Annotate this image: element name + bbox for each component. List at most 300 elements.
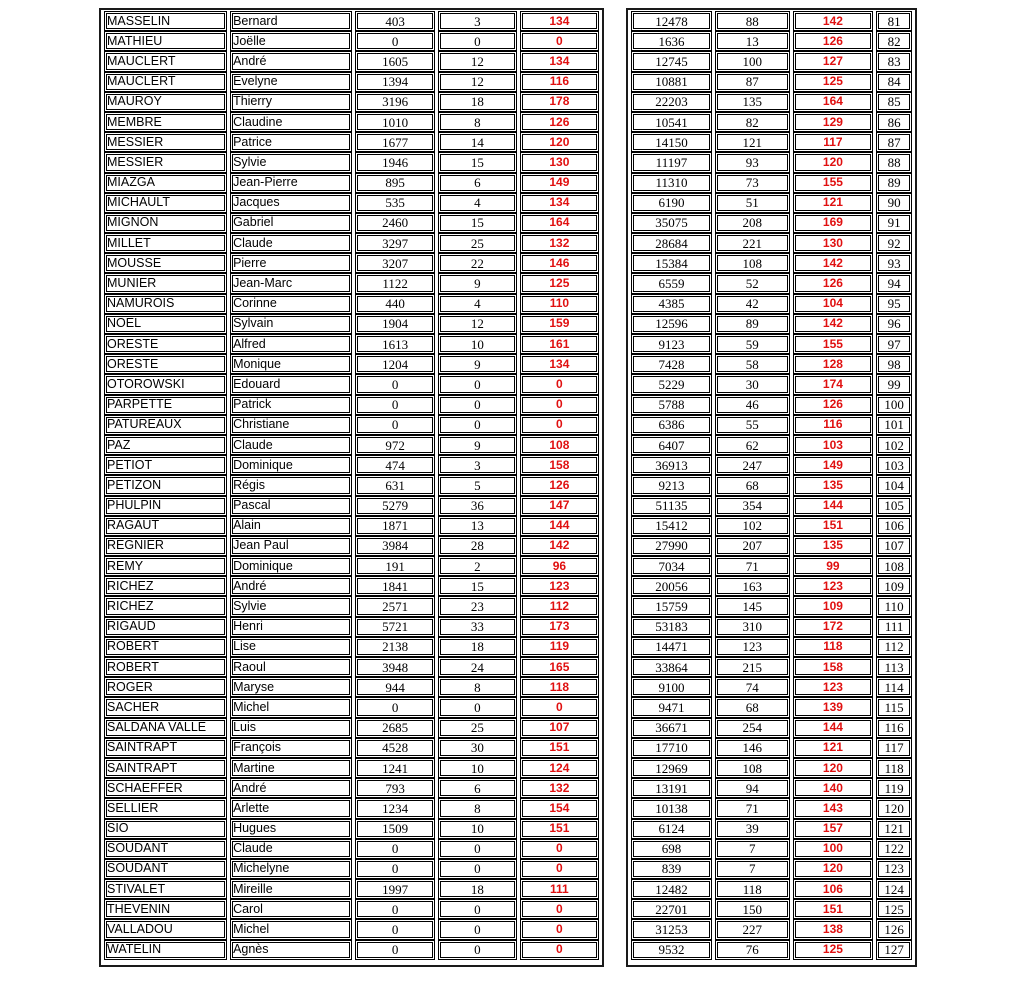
value-a-cell: 0 [355,374,435,394]
value-e-cell: 42 [715,294,790,314]
value-b-cell: 12 [438,51,517,71]
value-c-cell: 119 [520,637,599,657]
first-name-cell: Gabriel [230,213,352,233]
value-f-cell: 143 [793,798,874,818]
last-name-cell: RAGAUT [104,516,227,536]
value-a-cell: 631 [355,475,435,495]
value-d-cell: 14150 [631,132,712,152]
table-row [631,839,912,859]
value-e-cell: 227 [715,919,790,939]
table-row [104,677,599,697]
rank-cell: 123 [876,859,912,879]
rank-cell: 86 [876,112,912,132]
value-d-cell: 33864 [631,657,712,677]
value-d-cell: 7428 [631,354,712,374]
last-name-cell: MASSELIN [104,11,227,31]
table-row [104,395,599,415]
rank-cell: 91 [876,213,912,233]
last-name-cell: PATUREAUX [104,415,227,435]
value-d-cell: 5788 [631,395,712,415]
value-a-cell: 191 [355,556,435,576]
value-c-cell: 146 [520,253,599,273]
last-name-cell: REGNIER [104,536,227,556]
value-e-cell: 82 [715,112,790,132]
table-row [631,819,912,839]
value-c-cell: 96 [520,556,599,576]
value-b-cell: 2 [438,556,517,576]
value-a-cell: 1946 [355,152,435,172]
value-b-cell: 12 [438,72,517,92]
value-b-cell: 0 [438,31,517,51]
value-f-cell: 157 [793,819,874,839]
value-f-cell: 144 [793,496,874,516]
value-f-cell: 151 [793,899,874,919]
rank-cell: 85 [876,92,912,112]
value-d-cell: 15384 [631,253,712,273]
first-name-cell: Sylvie [230,152,352,172]
value-d-cell: 10541 [631,112,712,132]
value-d-cell: 5229 [631,374,712,394]
first-name-cell: Thierry [230,92,352,112]
value-d-cell: 36671 [631,718,712,738]
value-e-cell: 123 [715,637,790,657]
value-c-cell: 134 [520,354,599,374]
value-d-cell: 15759 [631,596,712,616]
last-name-cell: ROBERT [104,657,227,677]
table-row [104,596,599,616]
value-e-cell: 207 [715,536,790,556]
value-d-cell: 12478 [631,11,712,31]
value-d-cell: 31253 [631,919,712,939]
table-row [631,576,912,596]
value-f-cell: 123 [793,576,874,596]
table-row [631,193,912,213]
last-name-cell: MILLET [104,233,227,253]
first-name-cell: André [230,576,352,596]
value-e-cell: 221 [715,233,790,253]
table-row [631,455,912,475]
table-row [631,51,912,71]
value-e-cell: 118 [715,879,790,899]
table-row [104,657,599,677]
last-name-cell: PAZ [104,435,227,455]
value-a-cell: 0 [355,395,435,415]
value-c-cell: 0 [520,374,599,394]
last-name-cell: MESSIER [104,132,227,152]
value-a-cell: 2138 [355,637,435,657]
value-b-cell: 23 [438,596,517,616]
rank-cell: 112 [876,637,912,657]
value-e-cell: 76 [715,940,790,960]
rank-cell: 95 [876,294,912,314]
value-f-cell: 126 [793,273,874,293]
rank-cell: 102 [876,435,912,455]
value-b-cell: 9 [438,273,517,293]
value-f-cell: 169 [793,213,874,233]
rank-cell: 90 [876,193,912,213]
value-f-cell: 120 [793,152,874,172]
value-c-cell: 161 [520,334,599,354]
table-row [631,112,912,132]
table-row [631,475,912,495]
value-e-cell: 208 [715,213,790,233]
first-name-cell: Michel [230,919,352,939]
last-name-cell: RICHEZ [104,596,227,616]
first-name-cell: Joëlle [230,31,352,51]
rank-cell: 106 [876,516,912,536]
value-b-cell: 9 [438,354,517,374]
last-name-cell: MESSIER [104,152,227,172]
rank-cell: 121 [876,819,912,839]
first-name-cell: Jacques [230,193,352,213]
value-e-cell: 87 [715,72,790,92]
rank-cell: 116 [876,718,912,738]
value-f-cell: 158 [793,657,874,677]
value-f-cell: 121 [793,193,874,213]
value-e-cell: 135 [715,92,790,112]
table-row [104,233,599,253]
rank-cell: 124 [876,879,912,899]
value-d-cell: 12745 [631,51,712,71]
last-name-cell: ORESTE [104,334,227,354]
last-name-cell: ROGER [104,677,227,697]
first-name-cell: Régis [230,475,352,495]
value-b-cell: 36 [438,496,517,516]
table-row [104,435,599,455]
value-c-cell: 126 [520,112,599,132]
first-name-cell: Henri [230,617,352,637]
value-a-cell: 1234 [355,798,435,818]
value-d-cell: 11310 [631,173,712,193]
value-f-cell: 174 [793,374,874,394]
table-row [104,112,599,132]
value-b-cell: 24 [438,657,517,677]
value-e-cell: 52 [715,273,790,293]
table-row [631,334,912,354]
last-name-cell: ORESTE [104,354,227,374]
table-row [104,879,599,899]
value-e-cell: 62 [715,435,790,455]
value-e-cell: 108 [715,253,790,273]
value-e-cell: 7 [715,859,790,879]
last-name-cell: STIVALET [104,879,227,899]
value-d-cell: 51135 [631,496,712,516]
rank-cell: 89 [876,173,912,193]
rank-cell: 99 [876,374,912,394]
table-row [631,879,912,899]
table-row [631,536,912,556]
table-row [104,778,599,798]
value-d-cell: 22203 [631,92,712,112]
value-b-cell: 18 [438,637,517,657]
value-c-cell: 110 [520,294,599,314]
value-f-cell: 103 [793,435,874,455]
value-f-cell: 123 [793,677,874,697]
value-e-cell: 102 [715,516,790,536]
last-name-cell: PHULPIN [104,496,227,516]
first-name-cell: Mireille [230,879,352,899]
value-d-cell: 12969 [631,758,712,778]
rank-cell: 100 [876,395,912,415]
value-f-cell: 142 [793,314,874,334]
value-b-cell: 15 [438,576,517,596]
value-f-cell: 118 [793,637,874,657]
table-row [104,334,599,354]
table-row [104,819,599,839]
last-name-cell: SACHER [104,697,227,717]
value-f-cell: 106 [793,879,874,899]
rank-cell: 92 [876,233,912,253]
table-row [631,778,912,798]
value-b-cell: 8 [438,677,517,697]
value-b-cell: 13 [438,516,517,536]
value-c-cell: 134 [520,11,599,31]
value-f-cell: 100 [793,839,874,859]
last-name-cell: MIAZGA [104,173,227,193]
value-c-cell: 108 [520,435,599,455]
value-b-cell: 0 [438,395,517,415]
value-d-cell: 20056 [631,576,712,596]
rank-cell: 88 [876,152,912,172]
value-b-cell: 12 [438,314,517,334]
value-c-cell: 112 [520,596,599,616]
last-name-cell: SIO [104,819,227,839]
value-d-cell: 35075 [631,213,712,233]
value-e-cell: 354 [715,496,790,516]
table-row [104,899,599,919]
value-b-cell: 0 [438,919,517,939]
table-row [631,657,912,677]
value-c-cell: 151 [520,738,599,758]
value-f-cell: 135 [793,475,874,495]
value-c-cell: 134 [520,193,599,213]
table-row [104,11,599,31]
rank-cell: 110 [876,596,912,616]
table-row [104,294,599,314]
value-a-cell: 1997 [355,879,435,899]
rank-cell: 120 [876,798,912,818]
value-c-cell: 132 [520,778,599,798]
rank-cell: 84 [876,72,912,92]
table-row [104,31,599,51]
value-e-cell: 58 [715,354,790,374]
value-d-cell: 9532 [631,940,712,960]
value-c-cell: 132 [520,233,599,253]
first-name-cell: Claude [230,435,352,455]
first-name-cell: Arlette [230,798,352,818]
value-f-cell: 151 [793,516,874,536]
last-name-cell: MAUCLERT [104,51,227,71]
rank-cell: 98 [876,354,912,374]
value-b-cell: 30 [438,738,517,758]
table-row [104,839,599,859]
value-a-cell: 1241 [355,758,435,778]
first-name-cell: Patrick [230,395,352,415]
value-a-cell: 0 [355,940,435,960]
value-a-cell: 0 [355,899,435,919]
rank-cell: 126 [876,919,912,939]
last-name-cell: MEMBRE [104,112,227,132]
value-f-cell: 135 [793,536,874,556]
value-c-cell: 118 [520,677,599,697]
value-a-cell: 3207 [355,253,435,273]
table-row [104,354,599,374]
last-name-cell: SAINTRAPT [104,758,227,778]
first-name-cell: Sylvain [230,314,352,334]
value-d-cell: 15412 [631,516,712,536]
value-a-cell: 895 [355,173,435,193]
table-row [631,395,912,415]
first-name-cell: Michelyne [230,859,352,879]
value-d-cell: 17710 [631,738,712,758]
value-d-cell: 7034 [631,556,712,576]
table-row [104,637,599,657]
rank-cell: 108 [876,556,912,576]
table-row [631,92,912,112]
rank-cell: 118 [876,758,912,778]
first-name-cell: Alfred [230,334,352,354]
table-row [631,718,912,738]
value-a-cell: 0 [355,31,435,51]
table-row [631,758,912,778]
table-row [631,940,912,960]
value-e-cell: 13 [715,31,790,51]
value-e-cell: 73 [715,173,790,193]
value-b-cell: 10 [438,758,517,778]
value-d-cell: 28684 [631,233,712,253]
value-b-cell: 8 [438,798,517,818]
table-row [631,233,912,253]
rank-cell: 115 [876,697,912,717]
table-row [631,31,912,51]
first-name-cell: Carol [230,899,352,919]
value-b-cell: 3 [438,11,517,31]
value-b-cell: 8 [438,112,517,132]
first-name-cell: Pascal [230,496,352,516]
value-e-cell: 74 [715,677,790,697]
first-name-cell: Dominique [230,556,352,576]
value-d-cell: 9471 [631,697,712,717]
value-a-cell: 1871 [355,516,435,536]
value-b-cell: 9 [438,435,517,455]
value-b-cell: 25 [438,718,517,738]
rank-cell: 111 [876,617,912,637]
last-name-cell: PETIZON [104,475,227,495]
table-row [104,273,599,293]
value-f-cell: 138 [793,919,874,939]
first-name-cell: Bernard [230,11,352,31]
table-row [104,556,599,576]
value-d-cell: 13191 [631,778,712,798]
table-row [104,132,599,152]
value-a-cell: 793 [355,778,435,798]
value-c-cell: 144 [520,516,599,536]
value-a-cell: 0 [355,859,435,879]
value-c-cell: 123 [520,576,599,596]
value-c-cell: 0 [520,859,599,879]
value-a-cell: 3984 [355,536,435,556]
first-name-cell: André [230,51,352,71]
value-d-cell: 698 [631,839,712,859]
value-a-cell: 440 [355,294,435,314]
value-f-cell: 120 [793,758,874,778]
value-f-cell: 130 [793,233,874,253]
table-row [631,435,912,455]
value-d-cell: 4385 [631,294,712,314]
last-name-cell: MATHIEU [104,31,227,51]
value-e-cell: 89 [715,314,790,334]
value-e-cell: 7 [715,839,790,859]
value-e-cell: 71 [715,798,790,818]
value-a-cell: 1509 [355,819,435,839]
table-row [104,72,599,92]
value-e-cell: 68 [715,697,790,717]
last-name-cell: SCHAEFFER [104,778,227,798]
left-table-panel [99,8,604,967]
value-b-cell: 6 [438,173,517,193]
value-b-cell: 10 [438,334,517,354]
value-e-cell: 59 [715,334,790,354]
value-a-cell: 1904 [355,314,435,334]
table-row [631,294,912,314]
right-table [628,11,915,960]
value-b-cell: 22 [438,253,517,273]
value-f-cell: 117 [793,132,874,152]
value-e-cell: 71 [715,556,790,576]
value-f-cell: 142 [793,253,874,273]
last-name-cell: ROBERT [104,637,227,657]
value-a-cell: 0 [355,697,435,717]
value-d-cell: 9123 [631,334,712,354]
value-d-cell: 6386 [631,415,712,435]
right-table-panel [626,8,917,967]
value-a-cell: 1394 [355,72,435,92]
table-row [631,173,912,193]
first-name-cell: Corinne [230,294,352,314]
value-b-cell: 0 [438,859,517,879]
value-f-cell: 121 [793,738,874,758]
table-row [631,859,912,879]
last-name-cell: SALDANA VALLE [104,718,227,738]
value-f-cell: 144 [793,718,874,738]
value-c-cell: 0 [520,415,599,435]
table-row [104,758,599,778]
last-name-cell: NAMUROIS [104,294,227,314]
last-name-cell: OTOROWSKI [104,374,227,394]
table-row [631,596,912,616]
rank-cell: 97 [876,334,912,354]
value-e-cell: 247 [715,455,790,475]
value-f-cell: 116 [793,415,874,435]
rank-cell: 87 [876,132,912,152]
first-name-cell: Sylvie [230,596,352,616]
table-row [104,697,599,717]
value-a-cell: 1122 [355,273,435,293]
last-name-cell: THEVENIN [104,899,227,919]
table-row [631,213,912,233]
table-row [631,354,912,374]
value-e-cell: 93 [715,152,790,172]
value-f-cell: 127 [793,51,874,71]
rank-cell: 113 [876,657,912,677]
value-c-cell: 107 [520,718,599,738]
value-c-cell: 134 [520,51,599,71]
first-name-cell: Raoul [230,657,352,677]
rank-cell: 96 [876,314,912,334]
table-row [631,697,912,717]
first-name-cell: Alain [230,516,352,536]
first-name-cell: Edouard [230,374,352,394]
